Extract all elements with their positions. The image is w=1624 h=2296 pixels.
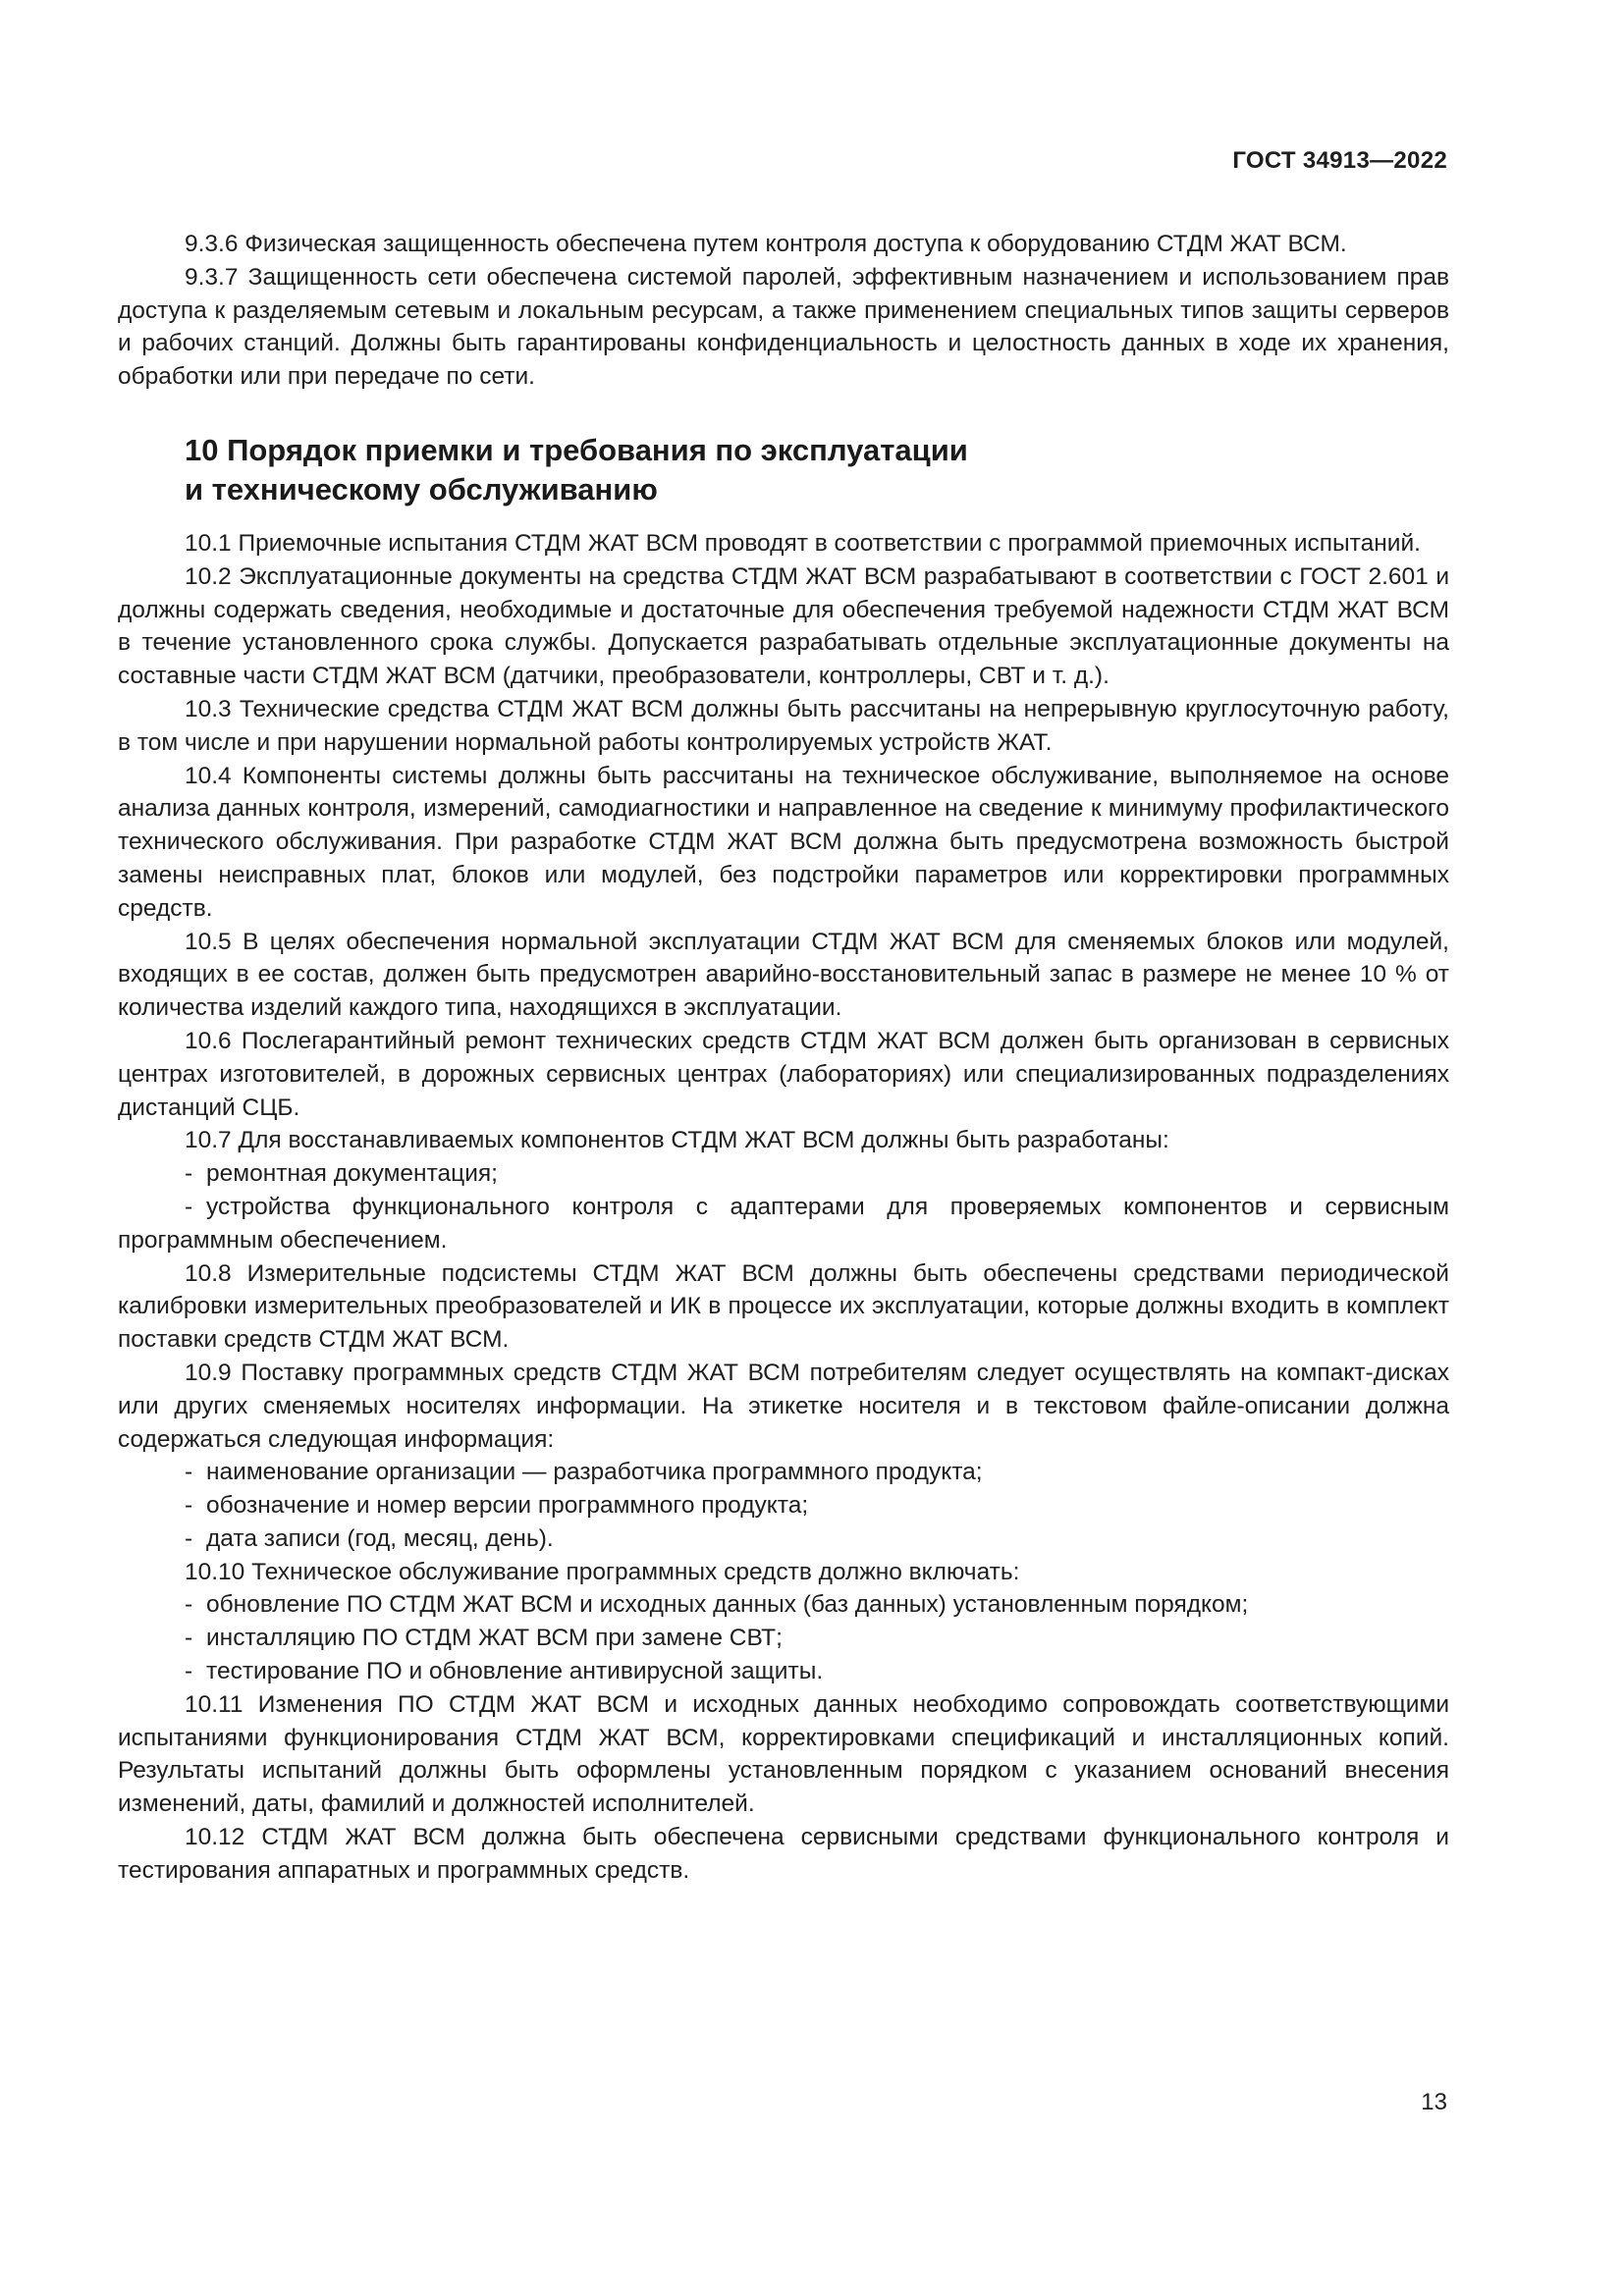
list-item <box>118 1655 1449 1688</box>
list-item-text: обозначение и номер версии программного продукта; <box>206 1492 809 1520</box>
list-dash: - <box>185 1492 193 1520</box>
document-body <box>118 228 1449 1888</box>
paragraph-10-4: 10.4 Компоненты системы должны быть рассчитаны на техническое обслуживание, выполняемое на основе анализа данных контроля, измерений, самодиагностики и направленное на сведение к минимуму профилактического технического обслуживания. При разработке СТДМ ЖАТ ВСМ должна быть предусмотрена возможность быстрой замены неисправных плат, блоков или модулей, без подстройки параметров или корректировки программных средств. <box>118 762 1449 922</box>
list-dash: - <box>185 1625 193 1652</box>
list-item-text: ремонтная документация; <box>206 1160 498 1188</box>
page-number: 13 <box>1421 2089 1447 2115</box>
list-item-text: обновление ПО СТДМ ЖАТ ВСМ и исходных данных (баз данных) установленным порядком; <box>206 1591 1249 1619</box>
list-item-text: устройства функционального контроля с адаптерами для проверяемых компонентов и сервисным программным обеспечением. <box>118 1193 1449 1254</box>
paragraph-10-2: 10.2 Эксплуатационные документы на средства СТДМ ЖАТ ВСМ разрабатывают в соответствии с ГОСТ 2.601 и должны содержать сведения, необходимые и достаточные для обеспечения требуемой надежности СТДМ ЖАТ ВСМ в течение установленного срока службы. Допускается разрабатывать отдельные эксплуатационные документы на составные части СТДМ ЖАТ ВСМ (датчики, преобразователи, контроллеры, СВТ и т. д.). <box>118 562 1449 690</box>
section-title-line-2: и техническому обслуживанию <box>185 471 658 507</box>
section-10-title <box>185 431 1449 509</box>
list-dash: - <box>185 1658 193 1685</box>
list-item <box>118 1622 1449 1655</box>
list-item-text: инсталляцию ПО СТДМ ЖАТ ВСМ при замене СВТ; <box>206 1625 783 1652</box>
paragraph-10-10: 10.10 Техническое обслуживание программных средств должно включать: <box>185 1558 1020 1585</box>
paragraph-10-1: 10.1 Приемочные испытания СТДМ ЖАТ ВСМ проводят в соответствии с программой приемочных испытаний. <box>185 529 1421 557</box>
paragraph-10-6: 10.6 Послегарантийный ремонт технических средств СТДМ ЖАТ ВСМ должен быть организован в сервисных центрах изготовителей, в дорожных сервисных центрах (лабораториях) или специализированных подразделениях дистанций СЦБ. <box>118 1027 1449 1121</box>
paragraph-10-9: 10.9 Поставку программных средств СТДМ ЖАТ ВСМ потребителям следует осуществлять на компакт-дисках или других сменяемых носителях информации. На этикетке носителя и в текстовом файле-описании должна содержаться следующая информация: <box>118 1359 1449 1453</box>
paragraph-10-5: 10.5 В целях обеспечения нормальной эксплуатации СТДМ ЖАТ ВСМ для сменяемых блоков или модулей, входящих в ее состав, должен быть предусмотрен аварийно-восстановительный запас в размере не менее 10 % от количества изделий каждого типа, находящихся в эксплуатации. <box>118 928 1449 1022</box>
list-dash: - <box>185 1160 193 1188</box>
list-item <box>118 1588 1449 1622</box>
list-item <box>118 1489 1449 1522</box>
list-item <box>118 1191 1449 1257</box>
list-item <box>118 1157 1449 1191</box>
list-item <box>118 1456 1449 1489</box>
list-dash: - <box>185 1591 193 1619</box>
list-item <box>118 1522 1449 1556</box>
list-item-text: тестирование ПО и обновление антивирусной защиты. <box>206 1658 824 1685</box>
list-item-text: дата записи (год, месяц, день). <box>206 1524 554 1552</box>
paragraph-10-11: 10.11 Изменения ПО СТДМ ЖАТ ВСМ и исходных данных необходимо сопровождать соответствующими испытаниями функционирования СТДМ ЖАТ ВСМ, корректировками спецификаций и инсталляционных копий. Результаты испытаний должны быть оформлены установленным порядком с указанием оснований внесения изменений, даты, фамилий и должностей исполнителей. <box>118 1690 1449 1818</box>
paragraph-9-3-7: 9.3.7 Защищенность сети обеспечена системой паролей, эффективным назначением и использованием прав доступа к разделяемым сетевым и локальным ресурсам, а также применением специальных типов защиты серверов и рабочих станций. Должны быть гарантированы конфиденциальность и целостность данных в ходе их хранения, обработки или при передаче по сети. <box>118 263 1449 391</box>
list-dash: - <box>185 1193 193 1220</box>
paragraph-10-3: 10.3 Технические средства СТДМ ЖАТ ВСМ должны быть рассчитаны на непрерывную круглосуточную работу, в том числе и при нарушении нормальной работы контролируемых устройств ЖАТ. <box>118 695 1449 756</box>
list-dash: - <box>185 1524 193 1552</box>
list-dash: - <box>185 1459 193 1486</box>
section-title-line-1: 10 Порядок приемки и требования по эксплуатации <box>185 432 968 467</box>
paragraph-10-8: 10.8 Измерительные подсистемы СТДМ ЖАТ ВСМ должны быть обеспечены средствами периодической калибровки измерительных преобразователей и ИК в процессе их эксплуатации, которые должны входить в комплект поставки средств СТДМ ЖАТ ВСМ. <box>118 1259 1449 1354</box>
paragraph-10-7: 10.7 Для восстанавливаемых компонентов СТДМ ЖАТ ВСМ должны быть разработаны: <box>185 1127 1169 1154</box>
list-item-text: наименование организации — разработчика программного продукта; <box>206 1459 983 1486</box>
paragraph-9-3-6: 9.3.6 Физическая защищенность обеспечена путем контроля доступа к оборудованию СТДМ ЖАТ ВСМ. <box>185 231 1347 257</box>
document-code-header: ГОСТ 34913—2022 <box>1232 147 1447 174</box>
paragraph-10-12: 10.12 СТДМ ЖАТ ВСМ должна быть обеспечена сервисными средствами функционального контроля и тестирования аппаратных и программных средств. <box>118 1824 1449 1884</box>
